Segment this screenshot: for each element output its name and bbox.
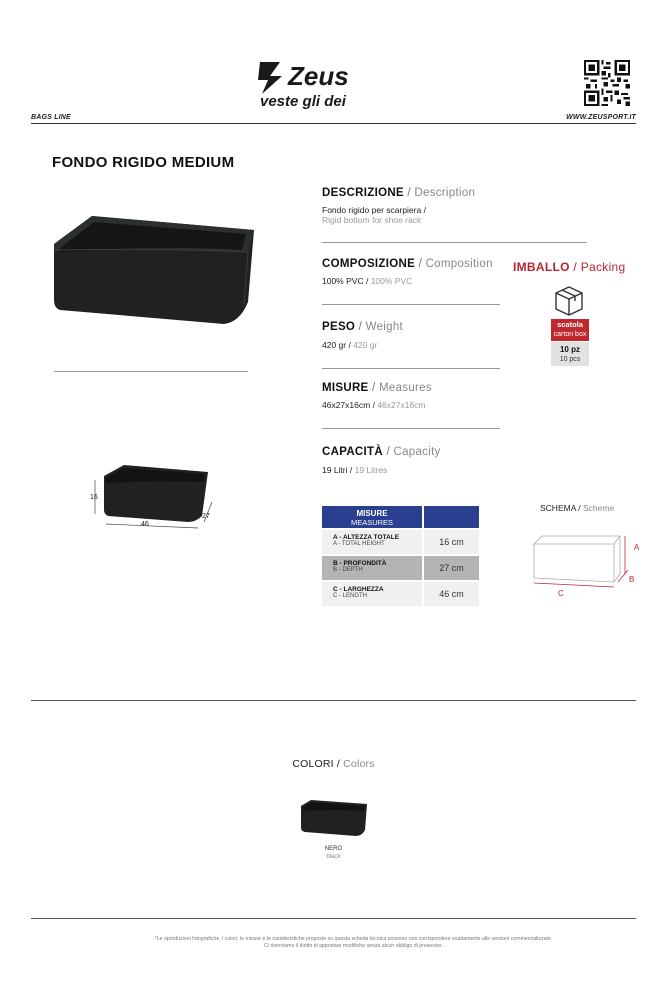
schema-b-label: B: [629, 575, 635, 584]
peso-value: 420 gr / 420 gr: [322, 340, 378, 350]
schema-c-label: C: [558, 589, 564, 598]
capacita-value: 19 Litri / 19 Litres: [322, 465, 388, 475]
divider: [322, 304, 500, 305]
drawing-width-label: 46: [141, 521, 149, 528]
peso-heading: PESO / Weight: [322, 321, 404, 333]
colori-heading: COLORI / Colors: [292, 758, 375, 770]
disclaimer: *Le riproduzioni fotografiche, i colori, le misure e le caratteristiche proposte su questa scheda tecnica possono non corrispondere esattamente alle versioni commercializzate. Ci riserviamo il diritto di apportare modifiche senza alcun obbligo di preavviso.: [154, 936, 553, 949]
drawing-depth-label: 27: [202, 513, 210, 520]
table-header: MISURE MEASURES: [322, 506, 479, 528]
packing-type-badge: scatola carton box: [551, 319, 589, 341]
header-divider: [31, 123, 636, 124]
qr-code-icon: [584, 60, 630, 106]
schema-diagram: [528, 530, 646, 602]
divider: [322, 242, 587, 243]
drawing-height-label: 16: [90, 494, 98, 501]
image-divider: [54, 371, 248, 372]
divider: [322, 428, 500, 429]
capacita-heading: CAPACITÀ / Capacity: [322, 446, 441, 458]
zeus-logo: [258, 60, 408, 110]
product-image: [48, 212, 260, 330]
packing-qty: 10 pz 10 pcs: [551, 342, 589, 366]
divider: [322, 368, 500, 369]
dimension-drawing: [88, 462, 218, 532]
descrizione-value-it: Fondo rigido per scarpiera /: [322, 205, 426, 215]
table-row: A - ALTEZZA TOTALE A - TOTAL HEIGHT 16 cm: [322, 530, 479, 554]
dimensions-table: [322, 506, 479, 606]
schema-a-label: A: [634, 543, 640, 552]
misure-value: 46x27x16cm / 46x27x16cm: [322, 400, 426, 410]
misure-heading: MISURE / Measures: [322, 382, 432, 394]
brand-name: Zeus: [288, 61, 349, 91]
schema-label: SCHEMA / Scheme: [540, 503, 615, 513]
color-name-en: black: [326, 854, 341, 860]
product-title: FONDO RIGIDO MEDIUM: [52, 154, 235, 171]
descrizione-value-en: Rigid bottom for shoe rack: [322, 215, 422, 225]
descrizione-heading: DESCRIZIONE / Description: [322, 187, 476, 199]
website-link[interactable]: WWW.ZEUSPORT.IT: [566, 114, 636, 121]
carton-box-icon: [553, 285, 585, 317]
line-label: BAGS LINE: [31, 114, 71, 121]
imballo-heading: IMBALLO / Packing: [513, 260, 626, 274]
brand-tagline: veste gli dei: [260, 93, 346, 110]
section-divider: [31, 700, 636, 701]
color-swatch-black[interactable]: [299, 798, 369, 838]
composizione-heading: COMPOSIZIONE / Composition: [322, 258, 493, 270]
table-row: B - PROFONDITÀ B - DEPTH 27 cm: [322, 556, 479, 580]
table-row: C - LARGHEZZA C - LENGTH 46 cm: [322, 582, 479, 606]
composizione-value: 100% PVC / 100% PVC: [322, 276, 413, 286]
footer-divider: [31, 918, 636, 919]
color-name-it: NERO: [324, 846, 343, 852]
